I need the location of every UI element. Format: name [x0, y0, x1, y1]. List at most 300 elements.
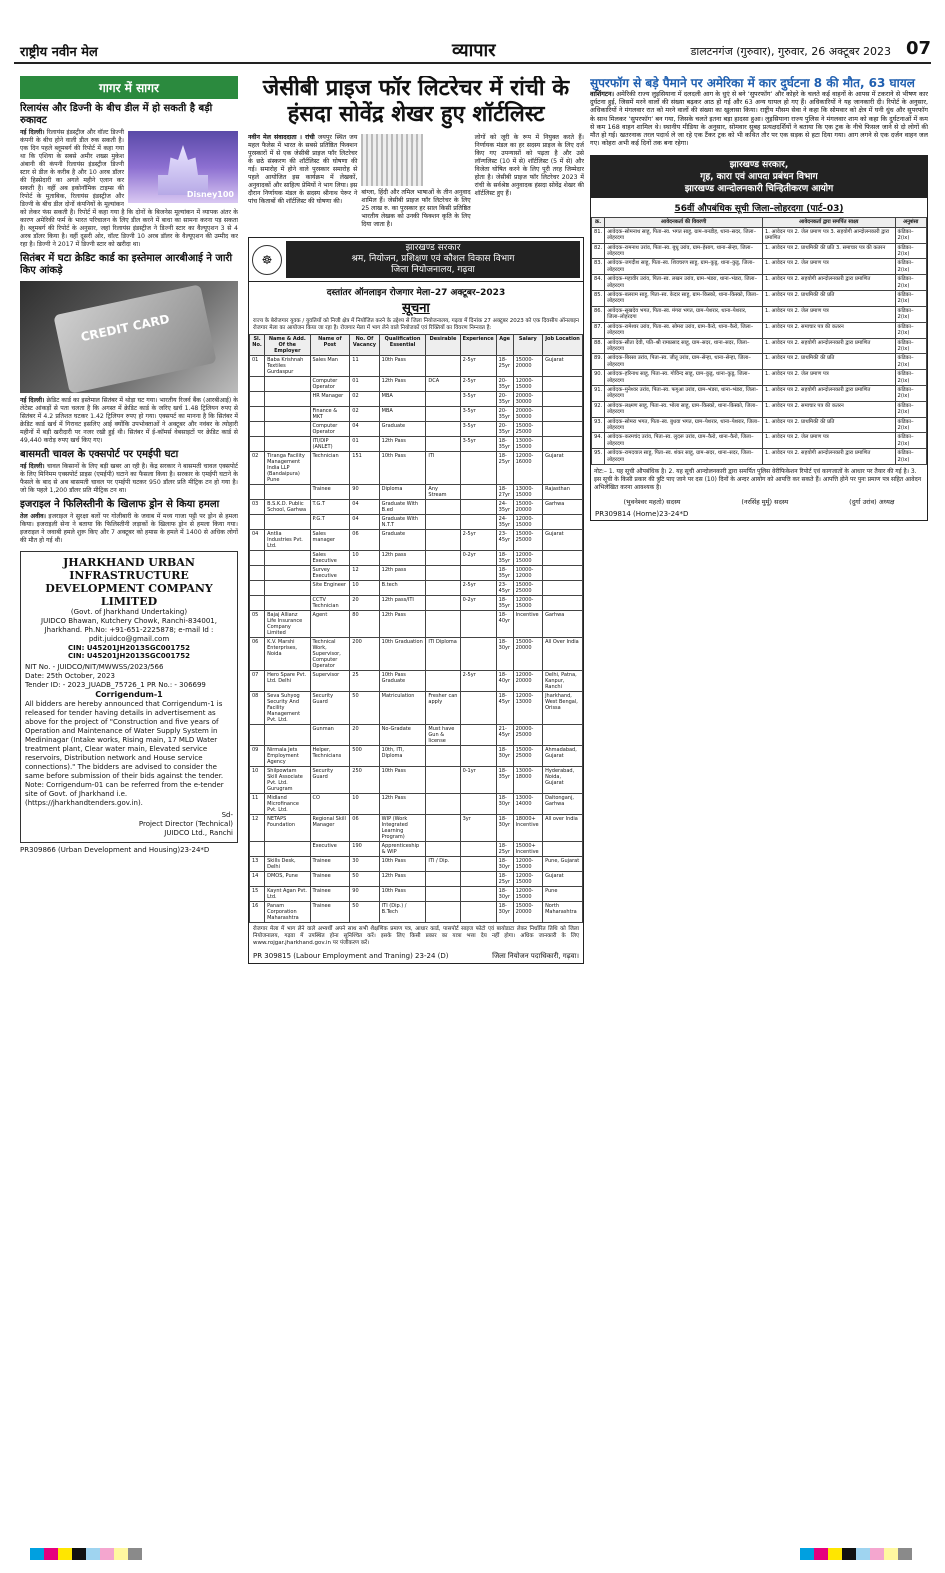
table-cell: Tiranga Facility Management India LLP (Bandaipura) Pune: [265, 452, 310, 485]
table-cell: [543, 581, 583, 596]
table-cell: 93.: [592, 417, 605, 433]
table-cell: ITI/DIP (ANLET): [310, 437, 350, 452]
table-cell: Supervisor: [310, 671, 350, 692]
table-cell: 3-5yr: [460, 437, 496, 452]
table-cell: 18-35yr: [496, 437, 513, 452]
table-cell: No-Gradate: [379, 725, 426, 746]
table-cell: Graduate With B.ed: [379, 500, 426, 515]
table-cell: 10th Pass: [379, 356, 426, 377]
table-cell: 10th Pass: [379, 452, 426, 485]
cands-body: [592, 227, 927, 464]
dateline-lead: नई दिल्ली।: [20, 129, 45, 136]
article-text: इजराइल ने सुरक्षा बलों पर गोलीबारी के जवाब में मध्य गाजा पट्टी पर ड्रोन से हमला किया। इजराइली सेना ने बताया कि फिलिस्तीनी लड़ाकों के खिलाफ ड्रोन से हमला किया गया। इजराइल ने जवाबी हमले शुरू किए और 7 अक्टूबर को हमास के हमले में 1400 से अधिक लोगों की मौत हो गई थी।: [20, 513, 238, 544]
table-cell: Jharkhand, West Bengal, Orissa: [543, 692, 583, 725]
article-text: चावल किसानों के लिए बड़ी खबर आ रही है। केंद्र सरकार ने बासमती चावल एक्सपोर्ट के लिए मिनिमम एक्सपोर्ट प्राइस (एमईपी) घटाने का फैसला किया है। सरकार के एमईपी घटाने के फैसले के बाद से अब बासमती चावल पर एमईपी घटकर 950 डॉलर प्रति मीट्रिक टन हो गया है। जो कि पहले 1,200 डॉलर प्रति मीट्रिक टन था।: [20, 463, 238, 494]
job-row: [250, 857, 583, 872]
table-cell: 12: [250, 815, 265, 842]
table-cell: [426, 887, 460, 902]
table-cell: 12000-20000: [513, 671, 542, 692]
table-cell: आवेदक–रामदयाल साहू, पिता–स्व. शंकर साहू, ग्राम–सदर, थाना–सदर, जिला–लोहरदगा: [605, 449, 763, 465]
article-text: बांग्ला, हिंदी और तमिल भाषाओं के तीन अनुवाद शामिल हैं। जेसीबी प्राइज फॉर लिटरेचर के लिए 25 लाख रु. का पुरस्कार हर साल किसी प्रतिष्ठित भारतीय लेखक को उनकी फिक्शन कृति के लिए दिया जाता है।: [361, 189, 471, 228]
table-cell: 12000-15000: [513, 872, 542, 887]
table-cell: 15000-25000: [513, 530, 542, 551]
govt-line: झारखण्ड सरकार: [405, 243, 461, 253]
table-cell: कंडिका–2(ix): [895, 354, 926, 370]
table-cell: 12: [350, 566, 379, 581]
candidate-row: [592, 417, 927, 433]
table-cell: 02: [350, 407, 379, 422]
section-title: व्यापार: [452, 40, 496, 61]
table-cell: 05: [250, 611, 265, 638]
job-row: [250, 596, 583, 611]
castle-shape: [158, 145, 208, 195]
table-cell: Nirmala Jets Employment Agency: [265, 746, 310, 767]
table-cell: 20-35yr: [496, 392, 513, 407]
table-cell: Survey Executive: [310, 566, 350, 581]
table-cell: 85.: [592, 291, 605, 307]
table-cell: Sales manager: [310, 530, 350, 551]
candidate-row: [592, 338, 927, 354]
table-cell: All Over India: [543, 638, 583, 671]
table-cell: 500: [350, 746, 379, 767]
table-cell: 15: [250, 887, 265, 902]
job-pr-code: PR 309815 (Labour Employment and Traning) 23-24 (D): [253, 952, 449, 960]
left-column: [20, 76, 238, 1516]
job-row: [250, 515, 583, 530]
table-cell: 03: [250, 500, 265, 515]
tender-nit: NIT No. - JUIDCO/NIT/MWWSS/2023/566: [25, 663, 164, 671]
credit-card-image: [20, 281, 238, 393]
table-cell: Regional Skill Manager: [310, 815, 350, 842]
table-cell: 15000-20000: [513, 500, 542, 515]
table-cell: 50: [350, 902, 379, 923]
card-shape: [53, 284, 216, 393]
table-cell: कंडिका–2(ix): [895, 449, 926, 465]
table-cell: कंडिका–2(ix): [895, 385, 926, 401]
table-cell: Gujarat: [543, 356, 583, 377]
dateline-lead: नई दिल्ली।: [20, 463, 45, 470]
color-swatch: [800, 1548, 814, 1560]
table-cell: 04: [350, 500, 379, 515]
table-cell: Hyderabad, Noida, Gujarat: [543, 767, 583, 794]
table-cell: [426, 611, 460, 638]
commission-line: झारखण्ड आन्दोलनकारी चिन्हितीकरण आयोग: [684, 184, 834, 195]
table-cell: 18-40yr: [496, 611, 513, 638]
table-cell: [265, 566, 310, 581]
table-cell: 1. आवेदन पत्र 2. समाचार पत्र की कतरन: [762, 322, 895, 338]
table-cell: Trainee: [310, 872, 350, 887]
table-cell: आवेदक–सीता देवी, पति–श्री रामप्रसाद साहू, ग्राम–सदर, थाना–सदर, जिला–लोहरदगा: [605, 338, 763, 354]
table-cell: [426, 596, 460, 611]
column-header: आवेदनकर्ता द्वारा समर्पित साक्ष्य: [762, 218, 895, 227]
table-cell: Garhwa: [543, 611, 583, 638]
table-cell: Rajasthan: [543, 485, 583, 500]
tender-details: [25, 663, 233, 808]
job-row: [250, 767, 583, 794]
table-cell: [460, 725, 496, 746]
table-cell: 23-45yr: [496, 530, 513, 551]
office-line: जिला नियोजनालय, गढ़वा: [391, 265, 475, 275]
table-cell: 87.: [592, 322, 605, 338]
job-footer: [249, 950, 583, 963]
table-cell: [250, 437, 265, 452]
table-cell: 84.: [592, 275, 605, 291]
table-cell: [426, 530, 460, 551]
table-cell: 24-35yr: [496, 500, 513, 515]
candidate-row: [592, 449, 927, 465]
table-cell: कंडिका–2(ix): [895, 401, 926, 417]
color-swatch: [30, 1548, 44, 1560]
table-cell: 1. आवेदन पत्र 2. जेल प्रमाण पत्र: [762, 259, 895, 275]
column-header: Qualification Essential: [379, 335, 426, 356]
table-cell: [250, 485, 265, 500]
table-cell: [460, 842, 496, 857]
table-cell: आवेदक–लक्ष्मण साहू, पिता–स्व. भोला साहू, ग्राम–किस्को, थाना–किस्को, जिला–लोहरदगा: [605, 401, 763, 417]
dept-line: श्रम, नियोजन, प्रशिक्षण एवं कौशल विकास विभाग: [351, 254, 515, 264]
column-header: अनुशंसा: [895, 218, 926, 227]
job-row: [250, 566, 583, 581]
table-cell: 1. आवेदन पत्र 2. प्राथमिकी की प्रति 3. समाचार पत्र की कतरन: [762, 243, 895, 259]
table-cell: Diploma: [379, 485, 426, 500]
table-cell: [250, 392, 265, 407]
page-number: 07: [905, 38, 931, 59]
column-header: आवेदनकर्ता की विवरणी: [605, 218, 763, 227]
table-cell: [426, 794, 460, 815]
table-cell: Pune: [543, 887, 583, 902]
jobs-header-row: [250, 335, 583, 356]
table-cell: 18-30yr: [496, 857, 513, 872]
table-cell: Ahmadabad, Gujarat: [543, 746, 583, 767]
table-cell: P.G.T: [310, 515, 350, 530]
table-cell: Skills Desk, Delhi: [265, 857, 310, 872]
table-cell: [250, 842, 265, 857]
table-cell: 12000-15000: [513, 515, 542, 530]
table-cell: 04: [250, 530, 265, 551]
table-cell: 1. आवेदन पत्र 2. जेल प्रमाण पत्र 3. सहयोगी आन्दोलनकारी द्वारा प्रमाणित: [762, 227, 895, 243]
signatory: (दुर्गा उरांव) अध्यक्ष: [849, 498, 895, 507]
table-cell: 1. आवेदन पत्र 2. जेल प्रमाण पत्र: [762, 370, 895, 386]
table-cell: 18-25yr: [496, 872, 513, 887]
job-row: [250, 422, 583, 437]
commission-notice: [590, 155, 928, 521]
table-cell: Garhwa: [543, 500, 583, 515]
table-cell: 1. आवेदन पत्र 2. सहयोगी आन्दोलनकारी द्वारा प्रमाणित: [762, 449, 895, 465]
table-cell: कंडिका–2(ix): [895, 275, 926, 291]
tender-signatory: [25, 811, 233, 838]
table-cell: 18-45yr: [496, 692, 513, 725]
table-cell: [250, 551, 265, 566]
table-cell: CO: [310, 794, 350, 815]
table-cell: आवेदक–सुखदेव भगत, पिता–स्व. मंगरा भगत, ग्राम–पेशरार, थाना–पेशरार, जिला–लोहरदगा: [605, 306, 763, 322]
table-cell: 1. आवेदन पत्र 2. जेल प्रमाण पत्र: [762, 306, 895, 322]
superfog-headline: सुपरफॉग से बड़े पैमाने पर अमेरिका में कार दुर्घटना 8 की मौत, 63 घायल: [590, 76, 915, 90]
job-row: [250, 638, 583, 671]
table-cell: Antlia Industries Pvt. Ltd.: [265, 530, 310, 551]
color-swatch: [72, 1548, 86, 1560]
table-cell: 2-5yr: [460, 530, 496, 551]
table-cell: B.tech: [379, 581, 426, 596]
article-reliance-body: [20, 129, 238, 249]
table-cell: 15000+ Incentive: [513, 842, 542, 857]
superfog-body: [590, 90, 928, 147]
table-cell: [543, 551, 583, 566]
registration-bar-left: [30, 1548, 142, 1560]
table-cell: कंडिका–2(ix): [895, 306, 926, 322]
commission-notes: नोट:– 1. यह सूची औपबंधिक है। 2. यह सूची आन्दोलनकारी द्वारा समर्पित पुलिस वेरीफिकेशन रिपोर्ट एवं कागजातों के आधार पर तैयार की गई है। 3. इस सूची के किसी प्रकार की त्रुटि पाए जाने पर दस (10) दिनों के अन्दर आयोग को आपत्ति कर सकते हैं। आपत्ति होने पर पुनः प्रमाण पत्र सहित आवेदन अभिलेखित करना आवश्यक है।: [594, 468, 922, 492]
table-cell: कंडिका–2(ix): [895, 433, 926, 449]
building-sketch-image: [361, 134, 423, 186]
table-cell: Incentive: [513, 611, 542, 638]
table-cell: 20-35yr: [496, 422, 513, 437]
table-cell: ITI (Dip.) / B.Tech: [379, 902, 426, 923]
table-cell: Site Engineer: [310, 581, 350, 596]
table-cell: [460, 857, 496, 872]
tender-cin: CIN: U45201JH2013SGC001752: [68, 652, 190, 660]
column-header: Name & Add. Of the Employer: [265, 335, 310, 356]
jobs-table: [249, 334, 583, 923]
table-cell: आवेदक–करमचंद उरांव, पिता–स्व. लुदरू उरांव, ग्राम–कैरो, थाना–कैरो, जिला–लोहरदगा: [605, 433, 763, 449]
table-cell: 91.: [592, 385, 605, 401]
article-text: लोगों को जूरी के रूप में नियुक्त करते हैं। निर्णायक मंडल का हर सदस्य प्राइज के लिए दर्ज किए गए उपन्यासों को पढ़ता है और उसे लॉन्गलिस्ट (10 में से) शॉर्टलिस्ट (5 में से) और विजेता घोषित करने के लिए पूरी तरह जिम्मेदार होता है। जेसीबी प्राइज फॉर लिटरेचर 2023 में रांची के सर्वश्रेष्ठ अनुवादक हंसदा सोवेंद्र शेखर की शॉर्टलिस्ट हुए हैं।: [474, 134, 584, 197]
job-row: [250, 377, 583, 392]
article-col: [475, 134, 584, 229]
table-cell: 01: [350, 437, 379, 452]
table-cell: Graduate: [379, 530, 426, 551]
color-swatch: [100, 1548, 114, 1560]
article-israel-body: [20, 513, 238, 545]
table-cell: Gujarat: [543, 530, 583, 551]
right-column: [590, 76, 928, 1516]
table-cell: कंडिका–2(ix): [895, 291, 926, 307]
table-cell: [265, 422, 310, 437]
table-cell: कंडिका–2(ix): [895, 322, 926, 338]
table-cell: आवेदक–महावीर उरांव, पिता–स्व. लखन उरांव, ग्राम–भंडरा, थाना–भंडरा, जिला–लोहरदगा: [605, 275, 763, 291]
job-row: [250, 842, 583, 857]
table-cell: Must have Gun & license: [426, 725, 460, 746]
table-cell: कंडिका–2(ix): [895, 259, 926, 275]
table-cell: कंडिका–2(ix): [895, 243, 926, 259]
table-cell: Sales Executive: [310, 551, 350, 566]
table-cell: North Maharashtra: [543, 902, 583, 923]
table-cell: 20000-30000: [513, 392, 542, 407]
table-cell: [460, 902, 496, 923]
table-cell: 12th pass: [379, 566, 426, 581]
table-cell: [460, 887, 496, 902]
table-cell: 10: [250, 767, 265, 794]
table-cell: [265, 392, 310, 407]
soochna-title: सूचना: [402, 301, 430, 316]
table-cell: 95.: [592, 449, 605, 465]
table-cell: Baba Krishnah Textiles Gurdaspur: [265, 356, 310, 377]
candidate-row: [592, 385, 927, 401]
table-cell: 12000-15000: [513, 887, 542, 902]
table-cell: [426, 902, 460, 923]
registration-bar-right: [800, 1548, 912, 1560]
candidate-row: [592, 306, 927, 322]
job-row: [250, 746, 583, 767]
table-cell: T.G.T: [310, 500, 350, 515]
table-cell: 12000-15000: [513, 596, 542, 611]
column-header: Age: [496, 335, 513, 356]
table-cell: Trainee: [310, 857, 350, 872]
table-cell: [250, 422, 265, 437]
table-cell: Graduate With N.T.T: [379, 515, 426, 530]
table-cell: [460, 566, 496, 581]
table-cell: [250, 596, 265, 611]
table-cell: MBA: [379, 407, 426, 422]
table-cell: 94.: [592, 433, 605, 449]
table-cell: आवेदक–जगदीश साहू, पिता–स्व. शिवचरण साहू, ग्राम–कुडू, थाना–कुडू, जिला–लोहरदगा: [605, 259, 763, 275]
table-cell: 20: [350, 725, 379, 746]
table-cell: [265, 515, 310, 530]
table-cell: 88.: [592, 338, 605, 354]
dateline-lead: नई दिल्ली।: [20, 397, 45, 404]
color-swatch: [58, 1548, 72, 1560]
table-cell: 82.: [592, 243, 605, 259]
table-cell: 0-1yr: [460, 767, 496, 794]
table-cell: 151: [350, 452, 379, 485]
table-cell: 15000-20000: [513, 638, 542, 671]
table-cell: Sales Man: [310, 356, 350, 377]
table-cell: Helper, Technicians: [310, 746, 350, 767]
table-cell: [543, 725, 583, 746]
table-cell: 15000-20000: [513, 356, 542, 377]
table-cell: 190: [350, 842, 379, 857]
job-signatory: जिला नियोजन पदाधिकारी, गढ़वा।: [492, 952, 579, 960]
table-cell: 1. आवेदन पत्र 2. प्राथमिकी की प्रति: [762, 354, 895, 370]
table-cell: Security Guard: [310, 767, 350, 794]
table-cell: कंडिका–2(ix): [895, 417, 926, 433]
main-headline: जेसीबी प्राइज फॉर लिटरेचर में रांची के हंसदा सोवेंद्र शेखर हुए शॉर्टलिस्ट: [262, 76, 570, 127]
signatory: (भुवनेश्वर महतो) सदस्य: [623, 498, 681, 507]
table-cell: Computer Operator: [310, 422, 350, 437]
table-cell: ITI / Dip.: [426, 857, 460, 872]
table-cell: 80: [350, 611, 379, 638]
table-cell: Daltonganj, Garhwa: [543, 794, 583, 815]
candidate-row: [592, 227, 927, 243]
table-cell: All over India: [543, 815, 583, 842]
job-row: [250, 500, 583, 515]
table-cell: 07: [250, 671, 265, 692]
commission-header: [591, 156, 927, 198]
job-row: [250, 692, 583, 725]
table-cell: 2-5yr: [460, 356, 496, 377]
table-cell: आवेदक–बलराम साहू, पिता–स्व. केदार साहू, ग्राम–किस्को, थाना–किस्को, जिला–लोहरदगा: [605, 291, 763, 307]
table-cell: Security Guard: [310, 692, 350, 725]
table-cell: [543, 596, 583, 611]
table-cell: Gujarat: [543, 452, 583, 485]
table-cell: [460, 515, 496, 530]
table-cell: 10: [350, 551, 379, 566]
table-cell: DCA: [426, 377, 460, 392]
table-cell: [460, 611, 496, 638]
table-cell: 12000-13000: [513, 692, 542, 725]
table-cell: 12th Pass: [379, 377, 426, 392]
article-text: जयपुर स्थित जय महल फैलेस में भारत के सबसे प्रतिष्ठित फिक्शन पुरस्कारों में से एक जेसीबी प्राइज फॉर लिटरेचर के छठे संस्करण की शॉर्टलिस्ट की घोषणा की गई। समारोह में होने वाले पुरस्कार समारोह से पहले आयोजित इस कार्यक्रम में लेखकों, अनुवादकों और साहित्य प्रेमियों ने भाग लिया। इस दौरान निर्णायक मंडल के सदस्य श्रीनाथ पेरूर ने पांच किताबों की शॉर्टलिस्ट की घोषणा की।: [248, 134, 358, 205]
table-cell: 18-30yr: [496, 902, 513, 923]
job-intro: राज्य के बेरोजगार युवक / युवतियों को निजी क्षेत्र में नियोजित करने के उद्देश्य से जिला नियोजनालय, गढ़वा में दिनांक 27 अक्टूबर 2023 को एक दिवसीय ऑनलाइन रोजगार मेला का आयोजन किया जा रहा है। रोजगार मेला में भाग लेने वाले नियोजकों एवं रिक्तियों का विवरण निम्नवत है:: [253, 318, 579, 331]
table-cell: 89.: [592, 354, 605, 370]
table-cell: WIP (Work Integrated Learning Program): [379, 815, 426, 842]
signatory: (नरसिंह मुर्मू) सदस्य: [741, 498, 789, 507]
table-cell: 15000-25000: [513, 746, 542, 767]
tender-org: JHARKHAND URBAN INFRASTRUCTURE DEVELOPMENT COMPANY LIMITED: [45, 556, 213, 608]
color-swatch: [828, 1548, 842, 1560]
table-cell: [426, 815, 460, 842]
table-cell: 10: [350, 581, 379, 596]
table-cell: Computer Operator: [310, 377, 350, 392]
candidates-table: [591, 217, 927, 465]
section-band: गागर में सागर: [20, 76, 238, 99]
table-cell: [543, 422, 583, 437]
dept-line: गृह, कारा एवं आपदा प्रबंधन विभाग: [700, 172, 818, 183]
table-cell: 18-30yr: [496, 815, 513, 842]
table-cell: [426, 422, 460, 437]
table-cell: 1. आवेदन पत्र 2. प्राथमिकी की प्रति: [762, 291, 895, 307]
table-cell: B.S.K.D. Public School, Garhwa: [265, 500, 310, 515]
table-cell: ITI Diploma: [426, 638, 460, 671]
table-cell: 06: [350, 815, 379, 842]
column-header: Salary: [513, 335, 542, 356]
table-cell: 06: [250, 638, 265, 671]
job-row: [250, 611, 583, 638]
table-cell: MBA: [379, 392, 426, 407]
table-cell: [543, 407, 583, 422]
table-cell: 18-35yr: [496, 596, 513, 611]
table-cell: [543, 515, 583, 530]
table-cell: 18-35yr: [496, 551, 513, 566]
table-cell: Panam Corporation Maharashtra: [265, 902, 310, 923]
table-cell: 3yr: [460, 815, 496, 842]
table-cell: Hero Spare Pvt. Ltd. Delhi: [265, 671, 310, 692]
juidco: JUIDCO Ltd., Ranchi: [164, 829, 233, 837]
table-cell: [460, 794, 496, 815]
job-row: [250, 392, 583, 407]
article-col: [248, 134, 357, 229]
candidate-row: [592, 433, 927, 449]
table-cell: [265, 377, 310, 392]
table-cell: 12th pass/ITI: [379, 596, 426, 611]
commission-pr-code: PR309814 (Home)23-24*D: [595, 510, 689, 519]
table-cell: [250, 377, 265, 392]
table-cell: ITI: [426, 452, 460, 485]
job-row: [250, 452, 583, 485]
column-header: Name of Post: [310, 335, 350, 356]
table-cell: [426, 515, 460, 530]
masthead: [14, 38, 931, 64]
table-cell: [250, 581, 265, 596]
job-fineprint: रोजगार मेला में भाग लेने वाले अभ्यर्थी अपने साथ सभी शैक्षणिक प्रमाण पत्र, आधार कार्ड, पासपोर्ट साइज फोटो एवं बायोडाटा लेकर निर्धारित तिथि को जिला नियोजनालय, गढ़वा में उपस्थित होना सुनिश्चित करें। इसके लिए किसी प्रकार का यात्रा भत्ता देय नहीं होगा। अधिक जानकारी के लिए www.rojgar.jharkhand.gov.in पर पंजीकरण करें।: [253, 926, 579, 946]
table-cell: 1. आवेदन पत्र 2. प्राथमिकी की प्रति: [762, 417, 895, 433]
table-cell: 12th Pass: [379, 437, 426, 452]
job-row: [250, 356, 583, 377]
table-cell: 92.: [592, 401, 605, 417]
table-cell: 12th Pass: [379, 611, 426, 638]
dateline-lead: वाशिंगटन।: [590, 90, 614, 98]
table-cell: [250, 515, 265, 530]
table-cell: [460, 692, 496, 725]
table-cell: 18-30yr: [496, 887, 513, 902]
table-cell: 90: [350, 485, 379, 500]
table-cell: DMOS, Pune: [265, 872, 310, 887]
table-cell: कंडिका–2(ix): [895, 370, 926, 386]
table-cell: 250: [350, 767, 379, 794]
table-cell: 20: [350, 596, 379, 611]
list-title: 56वीं औपबंधिक सूची जिला–लोहरदगा (पार्ट–03): [674, 204, 844, 215]
job-row: [250, 671, 583, 692]
job-row: [250, 794, 583, 815]
table-cell: 13: [250, 857, 265, 872]
